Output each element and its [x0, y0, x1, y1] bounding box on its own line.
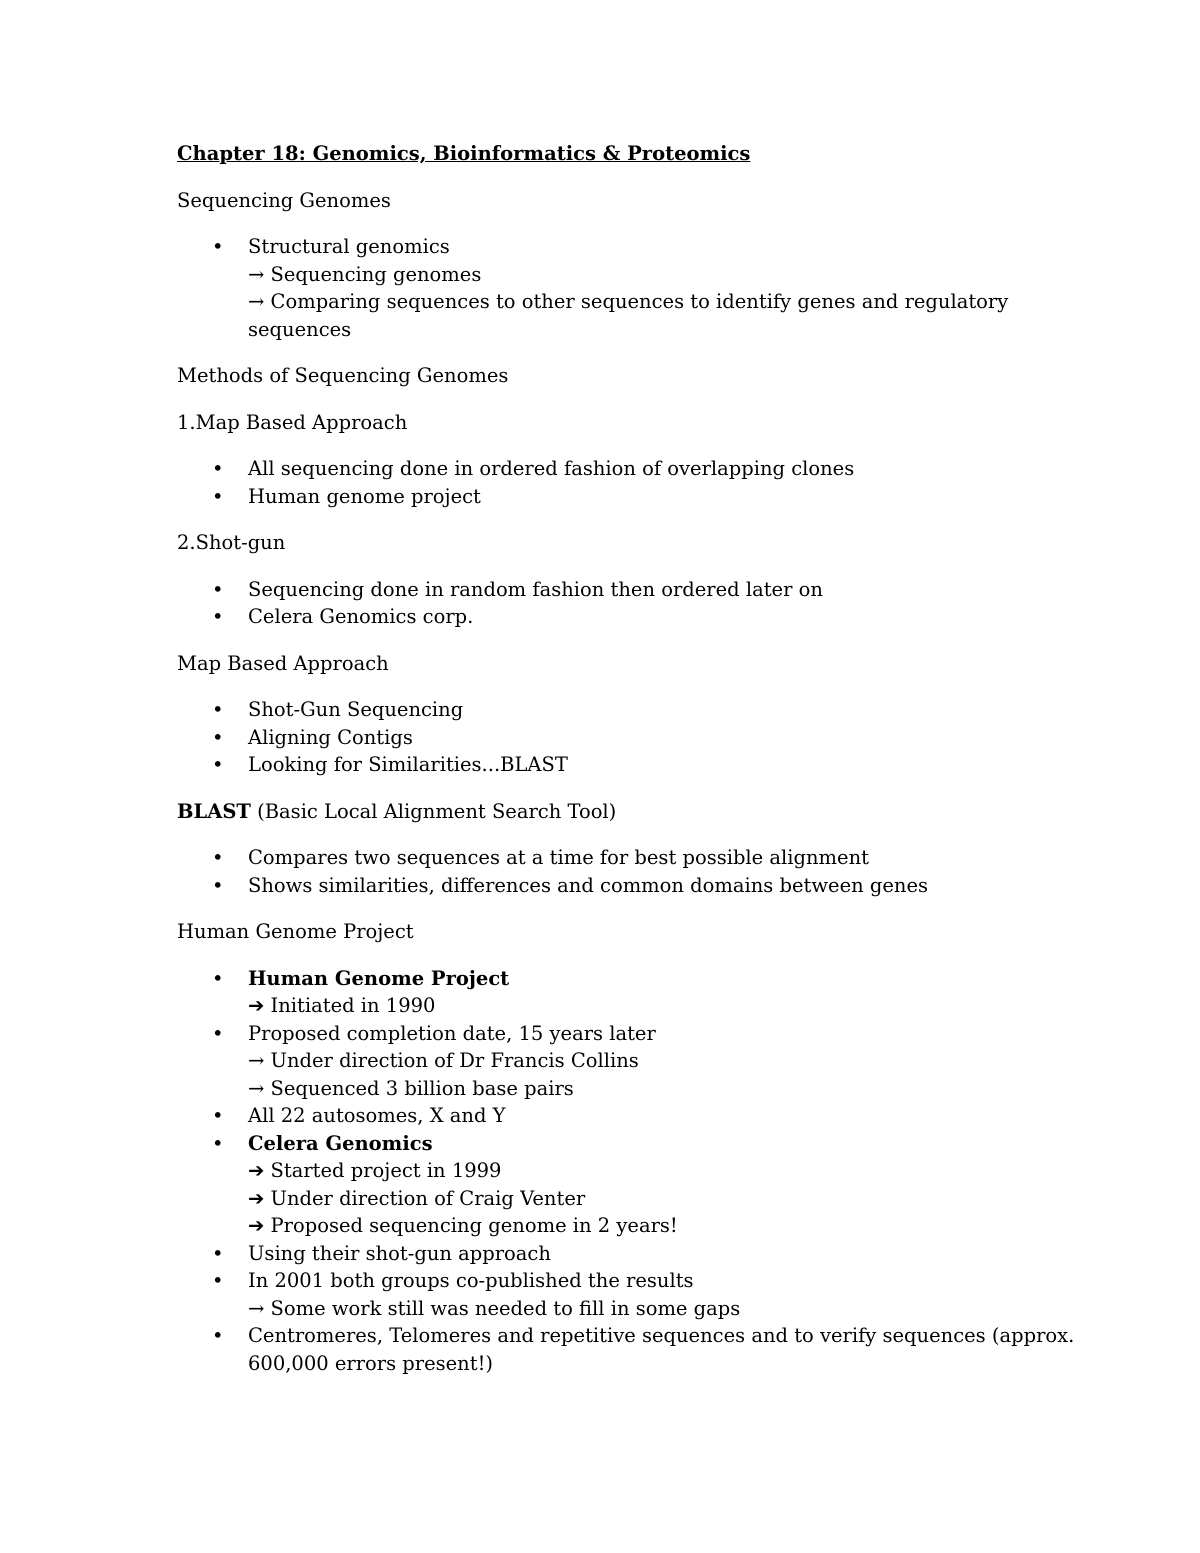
- list-item: • Aligning Contigs: [177, 724, 1077, 752]
- list-item-text: In 2001 both groups co-published the results: [248, 1269, 694, 1292]
- list-item-text: Structural genomics: [248, 235, 450, 258]
- sub-point: ➔ Proposed sequencing genome in 2 years!: [248, 1214, 678, 1237]
- document-page: [177, 140, 1077, 1396]
- heading-shot-gun-2: 2.Shot-gun: [177, 531, 286, 554]
- list-sequencing-genomes: [177, 233, 1077, 343]
- list-map-based: [177, 696, 1077, 779]
- list-item: • Compares two sequences at a time for best possible alignment: [177, 844, 1077, 872]
- list-item-text: Human Genome Project: [248, 966, 510, 990]
- sub-point: → Under direction of Dr Francis Collins: [248, 1049, 639, 1072]
- list-item: [177, 233, 1077, 343]
- list-item: • All sequencing done in ordered fashion of overlapping clones: [177, 455, 1077, 483]
- list-map-based-1: [177, 455, 1077, 510]
- list-blast: [177, 844, 1077, 899]
- sub-point: → Sequenced 3 billion base pairs: [248, 1076, 574, 1100]
- heading-methods: Methods of Sequencing Genomes: [177, 364, 509, 387]
- list-human-genome-project: [177, 965, 1077, 1378]
- chapter-title: Chapter 18: Genomics, Bioinformatics & Proteomics: [177, 142, 751, 165]
- list-item: [177, 965, 1077, 1020]
- list-item: [177, 1267, 1077, 1322]
- heading-map-based-approach: Map Based Approach: [177, 651, 389, 675]
- list-item-text: Using their shot-gun approach: [248, 1241, 551, 1265]
- list-item: [177, 1322, 1077, 1377]
- list-item: • Shows similarities, differences and common domains between genes: [177, 872, 1077, 900]
- sub-point: → Some work still was needed to fill in some gaps: [248, 1296, 741, 1320]
- list-item: • Looking for Similarities...BLAST: [177, 751, 1077, 779]
- heading-human-genome-project: Human Genome Project: [177, 920, 414, 943]
- list-item-text: All 22 autosomes, X and Y: [248, 1104, 506, 1127]
- list-item: • Sequencing done in random fashion then ordered later on: [177, 576, 1077, 604]
- list-shot-gun-2: [177, 576, 1077, 631]
- list-item: [177, 1130, 1077, 1240]
- heading-blast-rest: (Basic Local Alignment Search Tool): [250, 799, 617, 823]
- list-item: [177, 1102, 1077, 1130]
- sub-point: ➔ Initiated in 1990: [248, 994, 436, 1017]
- sub-point: ➔ Started project in 1999: [248, 1159, 502, 1182]
- heading-blast: [177, 798, 1077, 826]
- list-item-text: Celera Genomics: [248, 1131, 433, 1155]
- sub-point: → Sequencing genomes: [248, 262, 482, 286]
- list-item: • Celera Genomics corp.: [177, 603, 1077, 631]
- list-item: [177, 1020, 1077, 1103]
- heading-map-based-approach-1: 1.Map Based Approach: [177, 410, 408, 434]
- list-item-text: Centromeres, Telomeres and repetitive sequences and to verify sequences (approx. 600,000 errors present!): [248, 1324, 1075, 1375]
- list-item-text: Proposed completion date, 15 years later: [248, 1021, 656, 1045]
- heading-blast-bold: BLAST: [177, 799, 251, 823]
- heading-sequencing-genomes: Sequencing Genomes: [177, 188, 391, 212]
- sub-point: → Comparing sequences to other sequences to identify genes and regulatory sequences: [248, 290, 1009, 341]
- list-item: • Shot-Gun Sequencing: [177, 696, 1077, 724]
- list-item: • Human genome project: [177, 483, 1077, 511]
- sub-point: ➔ Under direction of Craig Venter: [248, 1186, 586, 1210]
- list-item: [177, 1240, 1077, 1268]
